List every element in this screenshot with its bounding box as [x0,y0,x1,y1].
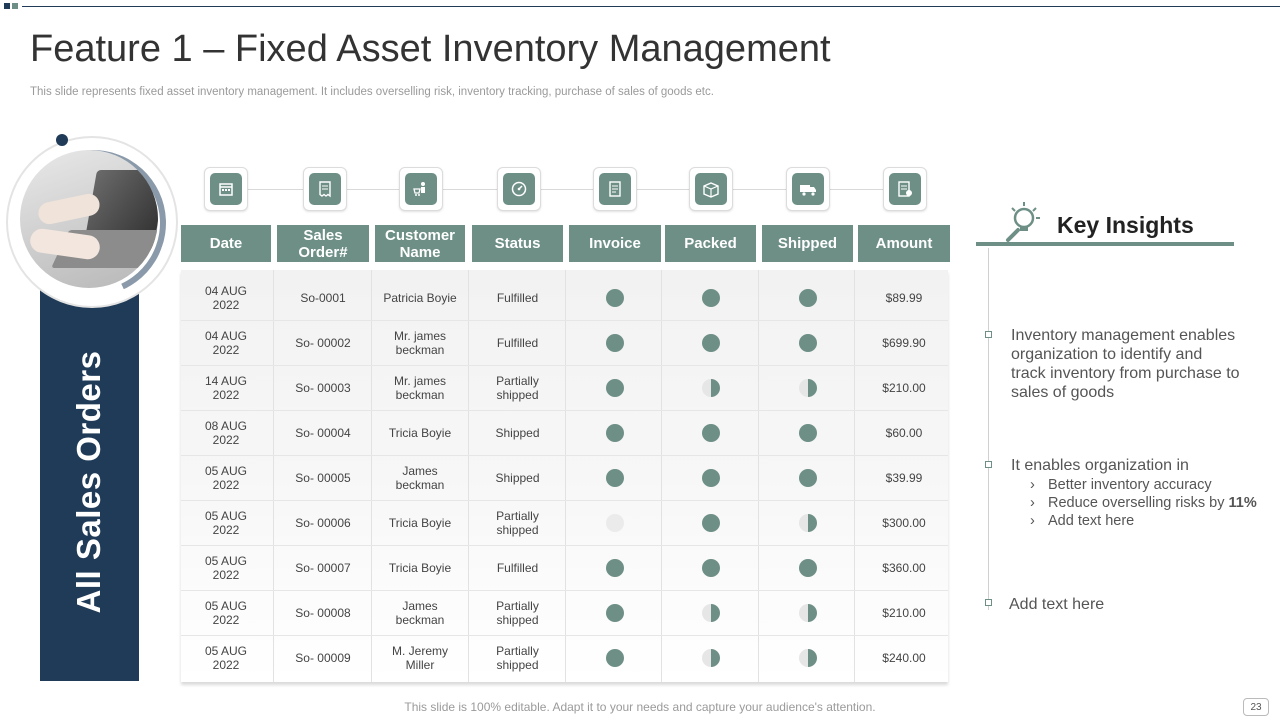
shipped-full-indicator [799,289,817,307]
cell-customer: Tricia Boyie [388,560,452,575]
amount-document-icon [896,180,914,198]
status-gauge-icon-tile [497,167,541,211]
shipped-full-indicator [799,559,817,577]
packed-box-icon-tile [689,167,733,211]
cell-customer: Patricia Boyie [383,290,457,305]
invoice-full-indicator [606,604,624,622]
cell-status: Partially shipped [496,643,539,672]
packed-status-cell [665,320,756,365]
column-header-shipped: Shipped [762,225,853,262]
invoice-full-indicator [606,379,624,397]
invoice-status-cell [569,635,661,680]
invoice-status-cell [569,500,661,545]
cell-status: Fulfilled [496,560,539,575]
cell-status: Partially shipped [496,598,539,627]
cell-date: 05 AUG 2022 [204,598,248,627]
shipped-half-indicator [799,379,817,397]
shipped-status-cell [762,320,853,365]
cell-amount: $699.90 [882,335,926,350]
column-separator [661,270,662,682]
cell-order: So- 00006 [295,515,351,530]
shipped-status-cell [762,635,853,680]
column-separator [854,270,855,682]
truck-icon-tile [786,167,830,211]
packed-status-cell [665,410,756,455]
invoice-full-indicator [606,469,624,487]
packed-status-cell [665,635,756,680]
customer-cart-icon-tile [399,167,443,211]
packed-full-indicator [702,289,720,307]
insight-point-3: Add text here [1009,596,1105,613]
insight-point-2: It enables organization in [1011,457,1189,474]
packed-half-indicator [702,649,720,667]
cell-customer: Tricia Boyie [388,425,452,440]
cell-customer: Tricia Boyie [388,515,452,530]
insight-bullet-1 [985,331,992,338]
cell-amount: $360.00 [882,560,926,575]
cell-order: So- 00003 [295,380,351,395]
cell-date: 14 AUG 2022 [204,373,248,402]
cell-date: 04 AUG 2022 [204,283,248,312]
insight-bullet-3 [985,599,992,606]
cell-order: So- 00007 [295,560,351,575]
invoice-status-cell [569,590,661,635]
insight-subpoint-2: › Reduce overselling risks by 11% [1030,495,1257,511]
corner-marks [4,3,18,9]
packed-status-cell [665,365,756,410]
packed-full-indicator [702,424,720,442]
shipped-full-indicator [799,424,817,442]
cell-customer: Mr. james beckman [393,328,446,357]
column-header-packed: Packed [665,225,756,262]
column-header-invoice: Invoice [569,225,661,262]
shipped-status-cell [762,590,853,635]
cell-order: So-0001 [300,290,346,305]
cell-date: 05 AUG 2022 [204,508,248,537]
insight-point-1: Inventory management enables organization to identify and track inventory from purchase to sales of goods [1011,327,1240,401]
insight-bullet-2 [985,461,992,468]
cell-amount: $300.00 [882,515,926,530]
invoice-icon [606,180,624,198]
cell-amount: $210.00 [882,380,926,395]
cell-status: Shipped [495,470,540,485]
column-header-status: Status [472,225,563,262]
packed-box-icon [702,180,720,198]
cell-customer: James beckman [395,463,445,492]
packed-status-cell [665,500,756,545]
packed-half-indicator [702,604,720,622]
cell-status: Fulfilled [496,290,539,305]
receipt-icon [316,180,334,198]
invoice-status-cell [569,365,661,410]
banner-label: All Sales Orders [70,350,107,614]
column-header-date: Date [181,225,271,262]
receipt-icon-tile [303,167,347,211]
slide-title: Feature 1 – Fixed Asset Inventory Management [30,28,831,70]
laptop-typing-photo [20,150,158,288]
calendar-icon-tile [204,167,248,211]
shipped-half-indicator [799,514,817,532]
cell-customer: M. Jeremy Miller [391,643,448,672]
cell-date: 05 AUG 2022 [204,553,248,582]
packed-full-indicator [702,469,720,487]
packed-half-indicator [702,379,720,397]
cell-status: Partially shipped [496,508,539,537]
key-insights-underline [976,242,1234,246]
invoice-status-cell [569,455,661,500]
shipped-full-indicator [799,334,817,352]
top-rule [22,6,1280,7]
invoice-status-cell [569,410,661,455]
packed-status-cell [665,590,756,635]
column-header-sales-order: Sales Order# [277,225,369,262]
chevron-right-icon: › [1030,477,1035,493]
chevron-right-icon: › [1030,513,1035,529]
invoice-empty-indicator [606,514,624,532]
cell-order: So- 00004 [295,425,351,440]
cell-amount: $89.99 [885,290,923,305]
column-separator [468,270,469,682]
packed-full-indicator [702,334,720,352]
page-number: 23 [1243,698,1269,716]
invoice-full-indicator [606,334,624,352]
shipped-status-cell [762,545,853,590]
photo-accent-dot [56,134,68,146]
footer-note: This slide is 100% editable. Adapt it to your needs and capture your audience's attention. [404,700,876,714]
column-separator [371,270,372,682]
customer-cart-icon [412,180,430,198]
insights-timeline [988,248,989,610]
column-header-amount: Amount [858,225,950,262]
cell-order: So- 00009 [295,650,351,665]
cell-order: So- 00002 [295,335,351,350]
cell-date: 08 AUG 2022 [204,418,248,447]
cell-date: 05 AUG 2022 [204,463,248,492]
lightbulb-magnifier-icon [1002,200,1046,244]
column-separator [565,270,566,682]
cell-date: 04 AUG 2022 [204,328,248,357]
shipped-half-indicator [799,649,817,667]
packed-status-cell [665,455,756,500]
packed-full-indicator [702,559,720,577]
packed-status-cell [665,275,756,320]
cell-status: Shipped [495,425,540,440]
invoice-status-cell [569,275,661,320]
shipped-full-indicator [799,469,817,487]
invoice-full-indicator [606,424,624,442]
invoice-status-cell [569,320,661,365]
packed-status-cell [665,545,756,590]
key-insights-title: Key Insights [1057,212,1194,238]
column-separator [758,270,759,682]
column-separator [273,270,274,682]
shipped-status-cell [762,365,853,410]
cell-order: So- 00005 [295,470,351,485]
cell-amount: $39.99 [885,470,923,485]
insight-subpoint-1: › Better inventory accuracy [1030,477,1212,493]
truck-icon [799,180,817,198]
cell-amount: $210.00 [882,605,926,620]
amount-document-icon-tile [883,167,927,211]
cell-customer: James beckman [395,598,445,627]
invoice-full-indicator [606,649,624,667]
calendar-icon [217,180,235,198]
chevron-right-icon: › [1030,495,1035,511]
slide-subtitle: This slide represents fixed asset inventory management. It includes overselling risk, inventory tracking, purchase of sales of goods etc. [30,86,714,98]
insight-subpoint-3: › Add text here [1030,513,1135,529]
invoice-status-cell [569,545,661,590]
column-header-customer-name: Customer Name [375,225,465,262]
shipped-status-cell [762,455,853,500]
cell-status: Fulfilled [496,335,539,350]
shipped-status-cell [762,410,853,455]
cell-order: So- 00008 [295,605,351,620]
status-gauge-icon [510,180,528,198]
cell-status: Partially shipped [496,373,539,402]
invoice-full-indicator [606,289,624,307]
shipped-status-cell [762,500,853,545]
cell-amount: $240.00 [882,650,926,665]
cell-amount: $60.00 [885,425,923,440]
cell-customer: Mr. james beckman [393,373,446,402]
shipped-half-indicator [799,604,817,622]
cell-date: 05 AUG 2022 [204,643,248,672]
invoice-full-indicator [606,559,624,577]
packed-full-indicator [702,514,720,532]
shipped-status-cell [762,275,853,320]
invoice-icon-tile [593,167,637,211]
